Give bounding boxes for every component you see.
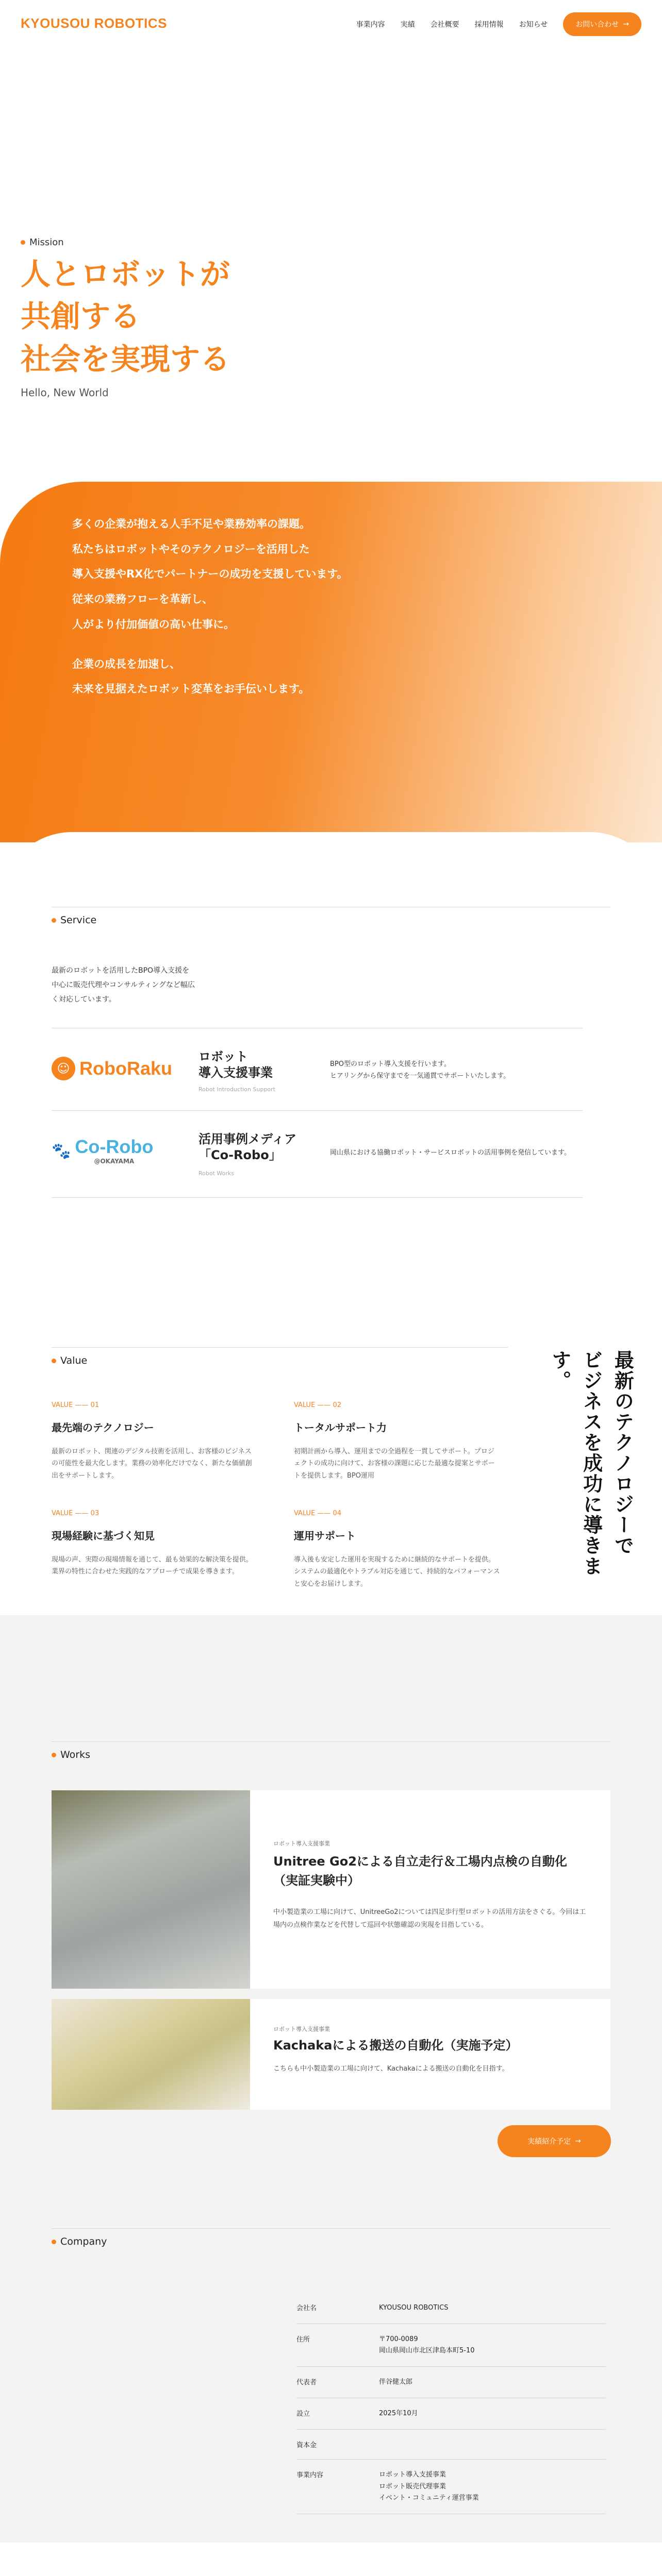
- nav-link-news[interactable]: お知らせ: [519, 21, 548, 29]
- hero-section: [21, 237, 230, 399]
- hero-title-line: 社会を実現する: [21, 341, 230, 377]
- value-item: [294, 1510, 500, 1590]
- hero-subtitle: Hello, New World: [21, 386, 109, 399]
- value-vertical-text: 最新のテクノロジーで ビジネスを成功に導きます。: [548, 1350, 634, 1577]
- roboraku-logo: [52, 1057, 172, 1080]
- arrow-right-icon: →: [575, 2137, 581, 2145]
- robot-face-icon: ☺: [52, 1057, 75, 1080]
- company-label: [52, 2236, 107, 2247]
- dot-icon: [52, 918, 56, 923]
- work-desc: こちらも中小製造業の工場に向けて、Kachakaによる搬送の自動化を目指す。: [273, 2065, 509, 2073]
- mission-line: 企業の成長を加速し、: [72, 657, 180, 670]
- value-num: VALUE —— 02: [294, 1401, 342, 1409]
- mission-line: 私たちはロボットやそのテクノロジーを活用した: [72, 543, 310, 555]
- works-more-button[interactable]: [498, 2125, 611, 2157]
- value-desc: 現場の声、実際の現場情報を通じて、最も効果的な解決策を提供。業界の特性に合わせた実践的なアプローチで成果を導きます。: [52, 1556, 253, 1576]
- contact-button-label: お問い合わせ: [575, 21, 619, 29]
- work-meta: ロボット導入支援事業: [273, 2026, 330, 2032]
- work-desc: 中小製造業の工場に向けて、UnitreeGo2については四足歩行型ロボットの活用方法をさぐる。今回は工場内の点検作業などを代替して巡回や状態確認の実現を目指している。: [273, 1908, 586, 1929]
- value-title: 運用サポート: [294, 1530, 356, 1542]
- works-more-label: 実績紹介予定: [527, 2138, 571, 2146]
- service-label-text: Service: [60, 914, 97, 926]
- dot-icon: [52, 1753, 56, 1757]
- value-item: [52, 1401, 258, 1482]
- nav-link-recruit[interactable]: 採用情報: [474, 21, 504, 29]
- work-image-sofa-robot: [52, 1999, 250, 2110]
- works-label-text: Works: [60, 1749, 91, 1760]
- nav-link-company[interactable]: 会社概要: [430, 21, 459, 29]
- company-table: [296, 2293, 606, 2514]
- value-title: 現場経験に基づく知見: [52, 1530, 155, 1542]
- nav-link-service[interactable]: 事業内容: [356, 21, 385, 29]
- recruit-section: [0, 2543, 662, 2576]
- mission-line: 未来を見据えたロボット変革をお手伝いします。: [72, 683, 310, 696]
- work-title: Kachakaによる搬送の自動化（実施予定）: [273, 2038, 518, 2053]
- value-title: トータルサポート力: [294, 1421, 387, 1434]
- contact-button[interactable]: [563, 12, 641, 36]
- hero-eyebrow: [21, 237, 230, 248]
- site-header: [0, 0, 662, 49]
- service-label: [52, 914, 96, 926]
- mission-text: [72, 497, 348, 702]
- work-card[interactable]: [52, 1999, 610, 2110]
- mission-line: 多くの企業が抱える人手不足や業務効率の課題。: [72, 518, 310, 530]
- hero-title: [21, 253, 230, 380]
- service-tag: Robot Works: [198, 1170, 234, 1177]
- dot-icon: [21, 240, 25, 245]
- value-title: 最先端のテクノロジー: [52, 1421, 154, 1434]
- value-num: VALUE —— 01: [52, 1401, 100, 1409]
- hero-title-line: 人とロボットが: [21, 257, 230, 292]
- work-title: Unitree Go2による自立走行＆工場内点検の自動化（実証実験中）: [273, 1854, 567, 1888]
- value-desc: 最新のロボット、関連のデジタル技術を活用し、お客様のビジネスの可能性を最大化します。業務の効率化だけでなく、新たな価値創出をサポートします。: [52, 1448, 252, 1480]
- service-tag: Robot Introduction Support: [198, 1086, 275, 1093]
- work-image-robot-dog: [52, 1790, 250, 1989]
- roboraku-logo-text: RoboRaku: [79, 1058, 172, 1079]
- hero-title-line: 共創する: [21, 299, 141, 334]
- service-item-corobo[interactable]: [52, 1110, 583, 1198]
- site-logo[interactable]: KYOUSOU ROBOTICS: [21, 15, 167, 31]
- mission-line: 人がより付加価値の高い仕事に。: [72, 618, 235, 631]
- dot-icon: [52, 2240, 56, 2244]
- nav-link-works[interactable]: 実績: [400, 21, 415, 29]
- company-row: 資本金: [296, 2430, 606, 2460]
- value-desc: 初期計画から導入、運用までの全過程を一貫してサポート。プロジェクトの成功に向けて、お客様の課題に応じた最適な提案とサポートを提供します。BPO運用: [294, 1448, 495, 1480]
- hero-eyebrow-label: Mission: [29, 237, 64, 248]
- mission-section: [0, 482, 662, 842]
- main-nav: [356, 12, 641, 36]
- divider: [52, 1347, 508, 1348]
- value-item: [52, 1510, 258, 1578]
- corobo-logo-text: Co-Robo: [75, 1136, 154, 1157]
- company-row: 会社名 KYOUSOU ROBOTICS: [296, 2293, 606, 2324]
- service-intro: 最新のロボットを活用したBPO導入支援を中心に販売代理やコンサルティングなど幅広く対応しています。: [52, 967, 195, 1004]
- divider: [52, 1741, 610, 1742]
- service-desc: BPO型のロボット導入支援を行います。 ヒアリングから保守までを一気通貫でサポートいたします。: [330, 1060, 510, 1080]
- value-num: VALUE —— 03: [52, 1510, 100, 1517]
- corobo-logo-sub: @OKAYAMA: [94, 1158, 135, 1165]
- service-title: ロボット 導入支援事業: [198, 1049, 273, 1080]
- work-meta: ロボット導入支援事業: [273, 1840, 330, 1847]
- dot-icon: [52, 1359, 56, 1363]
- divider: [52, 2228, 610, 2229]
- mission-line: 従来の業務フローを革新し、: [72, 593, 213, 606]
- service-title: 活用事例メディア 「Co-Robo」: [198, 1132, 297, 1163]
- robot-icon: 🐾: [52, 1142, 71, 1160]
- mission-line: 導入支援やRX化でパートナーの成功を支援しています。: [72, 568, 348, 581]
- value-label: [52, 1355, 87, 1366]
- value-item: [294, 1401, 500, 1482]
- company-row: 事業内容 ロボット導入支援事業 ロボット販売代理事業 イベント・コミュニティ運営事業: [296, 2460, 606, 2514]
- service-desc: 岡山県における協働ロボット・サービスロボットの活用事例を発信しています。: [330, 1149, 571, 1157]
- value-num: VALUE —— 04: [294, 1510, 342, 1517]
- value-desc: 導入後も安定した運用を実現するために継続的なサポートを提供。システムの最適化やトラブル対応を通じて、持続的なパフォーマンスと安心をお届けします。: [294, 1556, 500, 1588]
- works-label: [52, 1749, 90, 1760]
- company-row: 設立 2025年10月: [296, 2398, 606, 2430]
- work-card[interactable]: [52, 1790, 610, 1989]
- service-item-roboraku[interactable]: [52, 1028, 583, 1110]
- arrow-right-icon: →: [623, 20, 629, 28]
- service-value-section: [0, 832, 662, 1615]
- value-label-text: Value: [60, 1355, 88, 1366]
- company-row: 住所 〒700-0089 岡山県岡山市北区津島本町5-10: [296, 2324, 606, 2367]
- corobo-logo: [52, 1138, 153, 1164]
- company-row: 代表者 伴谷健太郎: [296, 2367, 606, 2398]
- company-label-text: Company: [60, 2236, 107, 2247]
